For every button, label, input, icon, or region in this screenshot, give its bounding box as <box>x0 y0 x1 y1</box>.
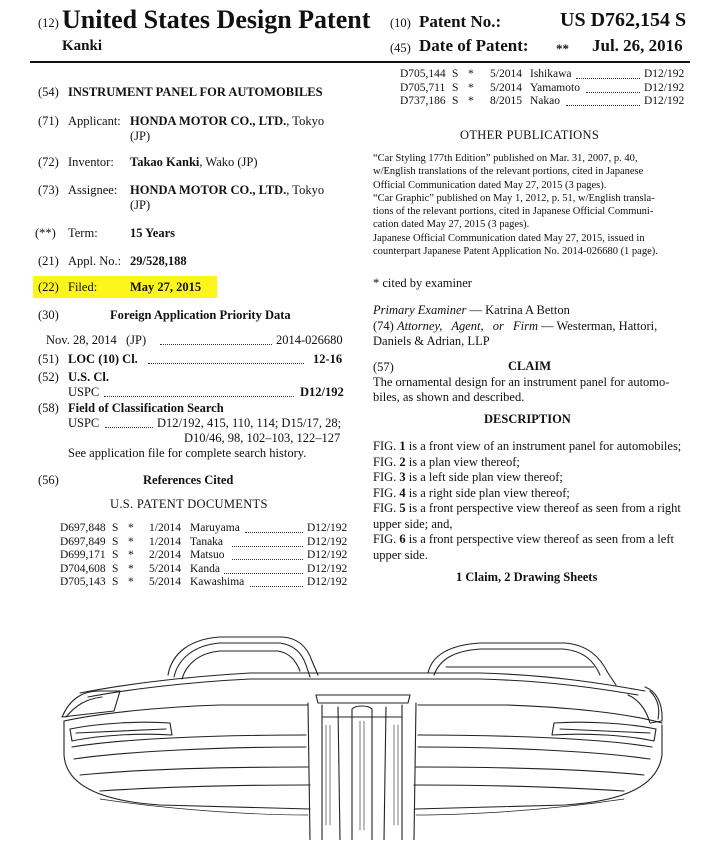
figure-descriptions <box>373 439 681 563</box>
priority-country: (JP) <box>126 333 147 347</box>
ref-class: D12/192 <box>644 68 685 80</box>
filed-label: Filed: <box>68 280 98 294</box>
publication-line: “Car Graphic” published on May 1, 2012, p. 51, w/English transla- <box>373 192 655 204</box>
ref-class: D12/192 <box>307 576 348 588</box>
ref-star: * <box>128 522 134 534</box>
assignee-name: HONDA MOTOR CO., LTD. <box>130 183 287 197</box>
ref-star: * <box>128 535 134 548</box>
assignee-location: , Tokyo <box>286 183 325 197</box>
publication-line: tions of the relevant portions, cited in Japanese Official Communi- <box>373 206 654 218</box>
ref-leader <box>250 586 303 587</box>
other-publications <box>373 152 658 258</box>
uspc-value: D12/192 <box>300 385 344 399</box>
right-references <box>400 68 690 109</box>
ref-number: D705,711 <box>400 81 446 94</box>
claim-title: CLAIM <box>508 359 552 373</box>
applicant-location: , Tokyo <box>286 114 325 128</box>
assignee-label: Assignee: <box>68 183 118 197</box>
assignee <box>130 183 324 198</box>
ref-date: 5/2014 <box>490 68 522 80</box>
code-10: (10) <box>390 16 411 30</box>
figure-line: upper side. <box>373 547 428 562</box>
examiner-name: — Katrina A Betton <box>466 303 570 317</box>
field-uspc-line1: D12/192, 415, 110, 114; D15/17, 28; <box>157 416 342 430</box>
examiner-label: Primary Examiner <box>373 303 467 317</box>
term-label: Term: <box>68 226 98 240</box>
ref-kind: S <box>112 576 119 588</box>
cited-by-examiner: * cited by examiner <box>373 276 472 290</box>
ref-date: 5/2014 <box>149 576 181 588</box>
ref-star: * <box>128 576 134 588</box>
ref-number: D697,848 <box>60 522 106 534</box>
ref-number: D737,186 <box>400 95 446 107</box>
assignee-country: (JP) <box>130 198 151 212</box>
reference-row <box>60 563 350 577</box>
ref-leader <box>224 573 303 574</box>
code-71: (71) <box>38 114 59 128</box>
ref-name: Nakao <box>530 95 561 107</box>
code-73: (73) <box>38 183 59 197</box>
attorney-label: Attorney, Agent, or Firm <box>396 319 538 333</box>
ref-number: D705,144 <box>400 68 446 80</box>
publication-line: cation dated May 27, 2015 (3 pages). <box>373 219 530 231</box>
ref-kind: S <box>452 81 459 94</box>
inventor-name: Takao Kanki <box>130 155 200 169</box>
ref-date: 1/2014 <box>149 522 181 534</box>
description-title: DESCRIPTION <box>484 412 571 426</box>
code-21: (21) <box>38 254 59 268</box>
ref-class: D12/192 <box>644 95 685 107</box>
loc-value: 12-16 <box>313 352 343 366</box>
priority-date: Nov. 28, 2014 <box>46 333 117 347</box>
ref-leader <box>566 105 640 106</box>
patent-no: US D762,154 S <box>560 9 687 31</box>
date-mark: ** <box>556 41 569 56</box>
priority-number: 2014-026680 <box>276 333 343 347</box>
ref-name: Tanaka <box>190 535 224 548</box>
code-30: (30) <box>38 308 59 322</box>
figure-line: FIG. 2 is a plan view thereof; <box>373 454 520 469</box>
reference-row <box>400 68 690 82</box>
code-58: (58) <box>38 401 59 415</box>
inventor-label: Inventor: <box>68 155 114 169</box>
code-51: (51) <box>38 352 59 366</box>
primary-examiner <box>373 303 570 318</box>
applicant <box>130 114 324 129</box>
ref-leader <box>586 92 640 93</box>
reference-row <box>60 536 350 550</box>
ref-leader <box>232 546 303 547</box>
uspc-leader <box>104 396 294 397</box>
us-cl-label: U.S. Cl. <box>68 370 109 384</box>
ref-date: 8/2015 <box>490 95 522 107</box>
ref-class: D12/192 <box>644 81 685 94</box>
publication-line: Official Communication dated May 27, 2015 (3 pages). <box>373 179 607 191</box>
applicant-country: (JP) <box>130 129 151 143</box>
ref-name: Kawashima <box>190 576 245 588</box>
left-references <box>60 522 350 590</box>
figure-line: FIG. 3 is a left side plan view thereof; <box>373 470 563 484</box>
reference-row <box>60 576 350 590</box>
publication-line: w/English translations of the relevant portions, cited in Japanese <box>373 166 644 178</box>
ref-star: * <box>468 95 474 107</box>
ref-leader <box>576 78 640 79</box>
figure-line: upper side; and, <box>373 516 453 531</box>
reference-row <box>60 522 350 536</box>
applicant-label: Applicant: <box>68 114 121 128</box>
ref-number: D704,608 <box>60 562 106 575</box>
ref-number: D699,171 <box>60 549 106 561</box>
code-52: (52) <box>38 370 59 384</box>
ref-class: D12/192 <box>307 535 348 548</box>
attorney-firm: — Westerman, Hattori, <box>537 319 658 333</box>
references-title: References Cited <box>143 473 234 487</box>
figure-line: FIG. 5 is a front perspective view thereof as seen from a right <box>373 501 681 515</box>
ref-kind: S <box>452 68 459 80</box>
claim-line1: The ornamental design for an instrument panel for automo- <box>373 375 670 389</box>
ref-kind: S <box>112 562 119 575</box>
date-label: Date of Patent: <box>419 36 529 55</box>
reference-row <box>400 95 690 109</box>
figure-line: FIG. 4 is a right side plan view thereof; <box>373 485 570 500</box>
date-of-patent: Jul. 26, 2016 <box>592 36 683 55</box>
instrument-panel-drawing <box>60 625 665 840</box>
filed-value: May 27, 2015 <box>130 280 202 294</box>
ref-date: 1/2014 <box>149 535 181 548</box>
priority-leader <box>160 344 272 345</box>
code-54: (54) <box>38 85 59 99</box>
ref-date: 5/2014 <box>490 81 522 94</box>
field-search-label: Field of Classification Search <box>68 401 224 415</box>
field-uspc-label: USPC <box>68 416 100 430</box>
ref-star: * <box>128 549 134 561</box>
priority-data-title: Foreign Application Priority Data <box>110 308 291 322</box>
design-title: INSTRUMENT PANEL FOR AUTOMOBILES <box>68 85 323 99</box>
ref-kind: S <box>452 95 459 107</box>
attorney-line1 <box>373 319 657 334</box>
search-history-note: See application file for complete search history. <box>68 446 307 460</box>
ref-number: D705,143 <box>60 576 106 588</box>
reference-row <box>400 82 690 96</box>
ref-class: D12/192 <box>307 562 348 575</box>
code-45: (45) <box>390 41 411 55</box>
ref-star: * <box>468 81 474 94</box>
ref-star: * <box>128 562 134 575</box>
ref-name: Ishikawa <box>530 68 572 80</box>
figure-line: FIG. 6 is a front perspective view thereof as seen from a left <box>373 532 674 546</box>
patent-no-label: Patent No.: <box>419 12 502 31</box>
reference-row <box>60 549 350 563</box>
inventor-location: , Wako (JP) <box>199 155 258 169</box>
code-72: (72) <box>38 155 59 169</box>
applicant-name: HONDA MOTOR CO., LTD. <box>130 114 287 128</box>
attorney-firm-line2: Daniels & Adrian, LLP <box>373 334 490 348</box>
uspc-label: USPC <box>68 385 100 399</box>
publication-line: “Car Styling 177th Edition” published on Mar. 31, 2007, p. 40, <box>373 153 638 164</box>
inventor-short: Kanki <box>62 38 103 54</box>
publication-line: counterpart Japanese Patent Application No. 2014-026680 (1 page). <box>373 246 658 258</box>
ref-class: D12/192 <box>307 549 348 561</box>
ref-star: * <box>468 68 474 80</box>
ref-number: D697,849 <box>60 535 106 548</box>
ref-leader <box>245 532 303 533</box>
patent-type-title: United States Design Patent <box>62 5 371 34</box>
figure-line: FIG. 1 is a front view of an instrument panel for automobiles; <box>373 439 682 453</box>
ref-leader <box>232 559 303 560</box>
ref-name: Maruyama <box>190 522 240 534</box>
ref-date: 2/2014 <box>149 549 181 561</box>
code-56: (56) <box>38 473 59 487</box>
claims-summary: 1 Claim, 2 Drawing Sheets <box>456 570 598 584</box>
ref-name: Kanda <box>190 562 221 575</box>
inventor <box>130 155 258 170</box>
code-22: (22) <box>38 280 59 294</box>
ref-date: 5/2014 <box>149 562 181 575</box>
code-74: (74) <box>373 319 394 333</box>
claim-line2: biles, as shown and described. <box>373 390 525 404</box>
appl-no-label: Appl. No.: <box>68 254 122 268</box>
header-rule <box>30 61 690 63</box>
loc-label: LOC (10) Cl. <box>68 352 138 366</box>
code-term: (**) <box>35 226 56 240</box>
field-uspc-leader <box>105 427 153 428</box>
publication-line: Japanese Official Communication dated May 27, 2015, issued in <box>373 232 645 244</box>
loc-leader <box>148 363 304 364</box>
field-uspc-line2: D10/46, 98, 102–103, 122–127 <box>184 431 341 445</box>
ref-kind: S <box>112 522 119 534</box>
code-12: (12) <box>38 16 59 30</box>
ref-kind: S <box>112 549 119 561</box>
other-publications-title: OTHER PUBLICATIONS <box>460 128 600 142</box>
term-value: 15 Years <box>130 226 176 240</box>
appl-no-value: 29/528,188 <box>130 254 187 268</box>
us-patent-docs-title: U.S. PATENT DOCUMENTS <box>110 497 268 511</box>
ref-class: D12/192 <box>307 522 348 534</box>
ref-name: Matsuo <box>190 549 225 561</box>
ref-name: Yamamoto <box>530 81 580 94</box>
code-57: (57) <box>373 360 394 374</box>
ref-kind: S <box>112 535 119 548</box>
